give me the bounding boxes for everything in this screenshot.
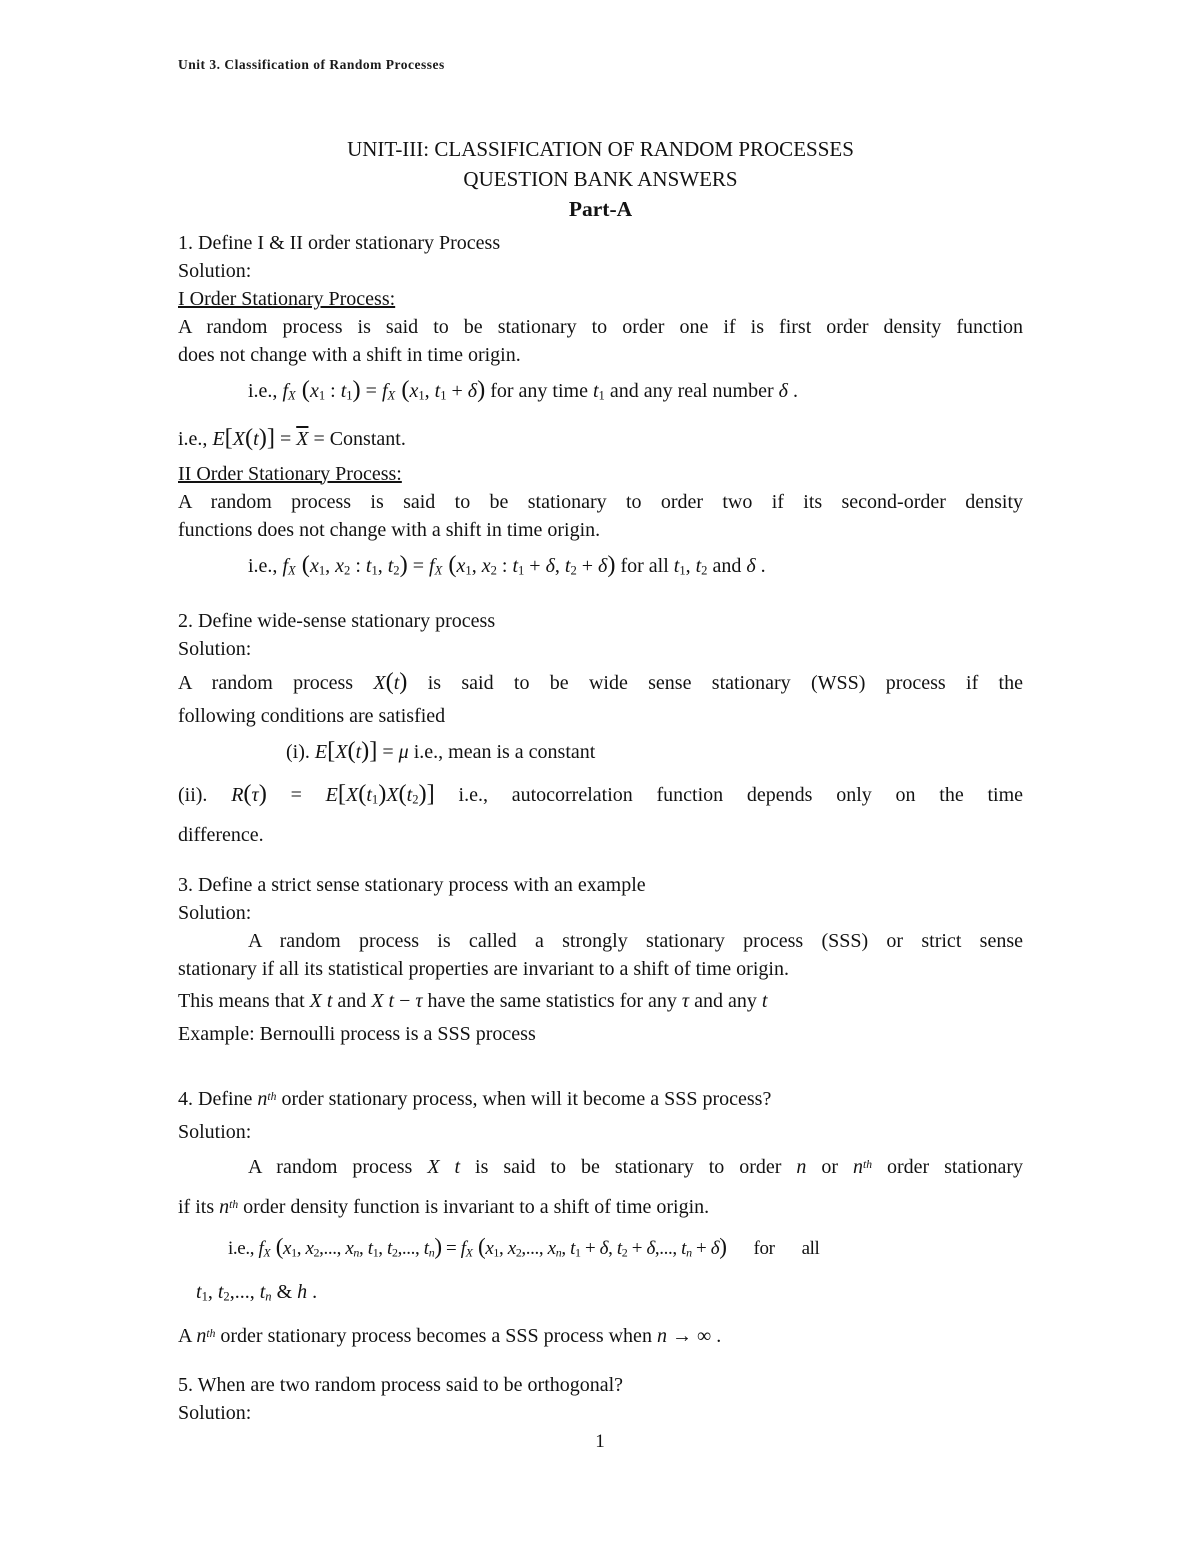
paragraph-line: A random process is said to be stationary to order two if its second-order density	[178, 490, 1023, 513]
formula-second-order-density: i.e., fX (x1, x2 : t1, t2) = fX (x1, x2 : t1 + δ, t2 + δ) for all t1, t2 and δ .	[248, 550, 766, 578]
paragraph-line: functions does not change with a shift in time origin.	[178, 518, 601, 541]
paragraph-line: stationary if all its statistical properties are invariant to a shift of time origin.	[178, 957, 789, 980]
section-heading-first-order: I Order Stationary Process:	[178, 288, 396, 310]
paragraph-line: does not change with a shift in time origin.	[178, 344, 521, 366]
question-1-text: 1. Define I & II order stationary Process	[178, 232, 501, 254]
formula-wss-condition-2: (ii). R(τ) = E[X(t1)X(t2)] i.e., autocorrelation function depends only on the time	[178, 780, 1024, 808]
solution-label: Solution:	[178, 260, 252, 282]
running-header: Unit 3. Classification of Random Processes	[178, 57, 445, 72]
solution-label: Solution:	[178, 638, 252, 661]
question-2-text: 2. Define wide-sense stationary process	[178, 610, 496, 633]
paragraph-line: A random process is said to be stationary to order one if is first order density function	[178, 316, 1023, 338]
paragraph-line: if its $n^{th}$ order density function is invariant to a shift of time origin.	[178, 1196, 710, 1219]
paragraph-sss-limit: A $n^{th}$ order stationary process becomes a SSS process when n → ∞ .	[178, 1325, 722, 1348]
question-1-block	[178, 229, 1023, 591]
formula-nth-order-continued: t1, t2,..., tn & h .	[196, 1280, 318, 1304]
solution-label: Solution:	[178, 901, 252, 924]
question-4-block	[178, 1078, 1023, 1356]
question-4-text: 4. Define $n^{th}$ order stationary process, when will it become a SSS process?	[178, 1087, 772, 1110]
question-5-text: 5. When are two random process said to be orthogonal?	[178, 1374, 624, 1397]
paragraph-line: following conditions are satisfied	[178, 705, 446, 728]
document-subtitle: QUESTION BANK ANSWERS	[463, 167, 738, 191]
paragraph-line: A random process is called a strongly stationary process (SSS) or strict sense	[248, 929, 1023, 952]
page-number: 1	[595, 1431, 605, 1452]
formula-nth-order-density: i.e., fX (x1, x2,..., xn, t1, t2,..., tn) = fX (x1, x2,..., xn, t1 + δ, t2 + δ,..., tn + δ) for all	[228, 1234, 820, 1261]
part-label: Part-A	[568, 197, 633, 221]
section-heading-second-order: II Order Stationary Process:	[178, 462, 402, 485]
formula-mean-constant: i.e., $E[X(t)] = \overline{X}$ = Constant.	[178, 423, 406, 451]
solution-label: Solution:	[178, 1402, 252, 1425]
question-5-block	[178, 1371, 1023, 1427]
question-3-block	[178, 871, 1023, 1048]
paragraph-line: A random process X t is said to be stationary to order n or $n^{th}$ order stationary	[248, 1155, 1023, 1178]
document-title: UNIT-III: CLASSIFICATION OF RANDOM PROCESSES	[347, 137, 854, 161]
question-2-block	[178, 607, 1023, 849]
question-3-text: 3. Define a strict sense stationary process with an example	[178, 873, 646, 896]
paragraph-line: difference.	[178, 823, 264, 846]
page-content	[178, 134, 1023, 1427]
formula-first-order-density: i.e., fX (x1 : t1) = fX (x1, t1 + δ) for any time t1 and any real number δ .	[248, 376, 798, 403]
paragraph-line: A random process X(t) is said to be wide sense stationary (WSS) process if the	[178, 668, 1023, 696]
paragraph-same-statistics: This means that X t and X t − τ have the same statistics for any τ and any t	[178, 989, 768, 1012]
formula-wss-condition-1: (i). E[X(t)] = μ i.e., mean is a constant	[286, 737, 596, 765]
example-line: Example: Bernoulli process is a SSS process	[178, 1022, 536, 1045]
solution-label: Solution:	[178, 1120, 252, 1143]
